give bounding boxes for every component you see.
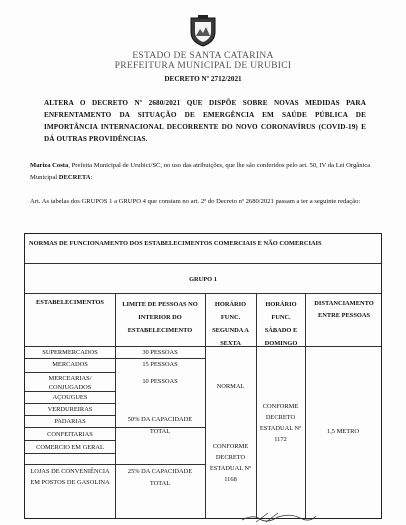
limit-capacity-50: 50% DA CAPACIDADE TOTAL — [127, 416, 193, 435]
municipal-crest-icon — [186, 14, 220, 48]
table-row-establishment: CONFEITARIAS — [47, 431, 93, 438]
limit-supermercados: 30 PESSOAS — [142, 349, 178, 356]
decree-number: DECRETO Nº 2712/2021 — [164, 75, 242, 83]
mayor-name: Mariza Costa — [30, 162, 69, 169]
group-label: GRUPO 1 — [189, 276, 217, 283]
decree-summary: ALTERA O DECRETO Nº 2680/2021 QUE DISPÕE SOBRE NOVAS MEDIDAS PARA ENFRENTAMENTO DA SITUAÇÃO DE EMERGÊNCIA EM SAÚDE PÚBLICA DE IMPORTÂNCIA INTERNACIONAL DECORRENTE DO NOVO CORONAVÍRUS (COVID-19) E DÁ OUTRAS PROVIDÊNCIAS. — [44, 99, 366, 143]
table-row-establishment: PADARIAS — [54, 418, 86, 425]
header-weekday: HORÁRIO FUNC. SEGUNDA A SEXTA — [212, 301, 249, 347]
header-distance: DISTANCIAMENTO ENTRE PESSOAS — [314, 300, 374, 319]
header-establishments: ESTABELECIMENTOS — [36, 299, 104, 306]
table-row-establishment: VERDUREIRAS — [47, 406, 93, 413]
decreta-word: DECRETA — [58, 173, 91, 181]
article-paragraph: Art. As tabelas dos GRUPOS 1 a GRUPO 4 que constam no art. 2º do Decreto nº 2680/2021 passam a ter a seguinte redação: — [30, 198, 361, 205]
table-row-establishment: AÇOUGUES — [52, 394, 88, 401]
municipality-name: PREFEITURA MUNICIPAL DE URUBICI — [114, 61, 292, 71]
preamble-text: , Prefeita Municipal de Urubici/SC, no uso das atribuições, que lhe são conferidos pelo art. 50, IV da Lei Orgânica Municipal — [30, 162, 371, 181]
table-row-establishment: MERCEARIAS/ CONJUGADOS — [48, 375, 92, 391]
preamble-end: : — [90, 173, 93, 181]
table-title: NORMAS DE FUNCIONAMENTO DOS ESTABELECIMENTOS COMERCIAIS E NÃO COMERCIAIS — [29, 240, 322, 247]
distance-value: 1,5 METRO — [327, 428, 359, 435]
rules-table — [24, 233, 382, 519]
table-row-establishment: COMERCIO EM GERAL — [36, 444, 104, 451]
weekday-decree: CONFORME DECRETO ESTADUAL Nº 1168 — [209, 443, 252, 483]
limit-capacity-25: 25% DA CAPACIDADE TOTAL — [127, 468, 193, 487]
weekday-normal: NORMAL — [216, 383, 245, 390]
limit-mercearias: 10 PESSOAS — [142, 378, 178, 385]
table-row-establishment: MERCADOS — [52, 361, 88, 368]
weekend-decree: CONFORME DECRETO ESTADUAL Nº 1172 — [259, 403, 302, 443]
preamble-paragraph — [30, 160, 375, 183]
limit-mercados: 15 PESSOAS — [142, 361, 178, 368]
state-name: ESTADO DE SANTA CATARINA — [132, 51, 274, 61]
table-row-establishment: SUPERMERCADOS — [42, 349, 98, 356]
signature-mark — [238, 510, 318, 524]
header-limit: LIMITE DE PESSOAS NO INTERIOR DO ESTABELECIMENTO — [122, 301, 198, 334]
header-weekend: HORÁRIO FUNC. SÁBADO E DOMINGO — [264, 301, 298, 347]
table-row-establishment: LOJAS DE CONVENIÊNCIA EM POSTOS DE GASOLINA — [30, 468, 110, 486]
